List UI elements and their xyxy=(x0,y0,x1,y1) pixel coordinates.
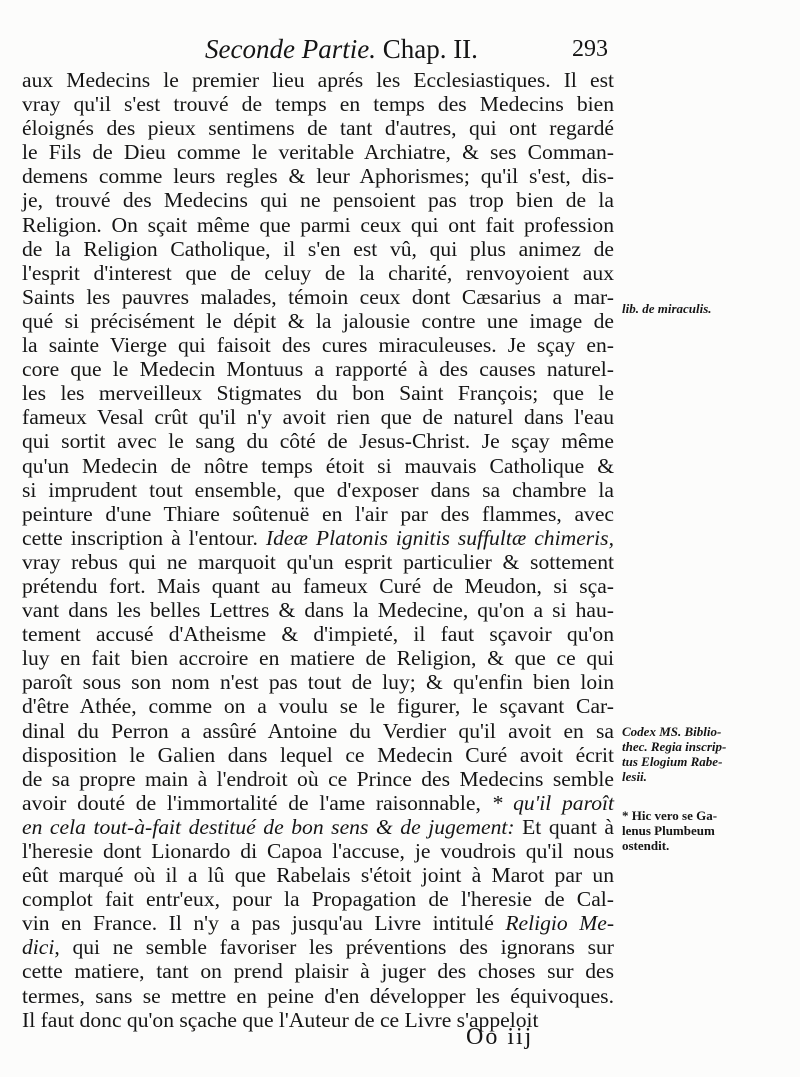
text-line: demens comme leurs regles & leur Aphorismes; qu'il s'est, dis- xyxy=(22,164,614,189)
text-line: fameux Vesal crût qu'il n'y avoit rien que de naturel dans l'eau xyxy=(22,405,614,430)
text-segment: avoir douté de l'immortalité de l'ame raisonnable, xyxy=(22,790,481,815)
text-line: disposition le Galien dans lequel ce Medecin Curé avoit écrit xyxy=(22,742,614,767)
text-line: paroît sous son nom n'est pas tout de luy; & qu'enfin bien loin xyxy=(22,670,614,695)
book-title-italic: Religio Me- xyxy=(505,911,615,936)
text-line: de la Religion Catholique, il s'en est vû, qui plus animez de xyxy=(22,236,614,261)
italic-segment: en cela tout-à-fait destitué de bon sens & de jugement: xyxy=(22,814,515,839)
text-line: qué si précisément le dépit & la jalousie contre une image de xyxy=(22,308,614,333)
text-line: luy en fait bien accroire en matiere de Religion, & que ce qui xyxy=(22,646,614,671)
text-line: les les merveilleux Stigmates du bon Saint François; que le xyxy=(22,381,614,406)
text-line: le Fils de Dieu comme le veritable Archiatre, & ses Comman- xyxy=(22,140,614,165)
page-number: 293 xyxy=(572,36,608,62)
text-line: Il faut donc qu'on sçache que l'Auteur de ce Livre s'appeloit xyxy=(22,1007,539,1032)
text-line: complot fait entr'eux, pour la Propagation de l'heresie de Cal- xyxy=(22,887,614,912)
text-line: vray rebus qui ne marquoit qu'un esprit particulier & sottement xyxy=(22,549,614,574)
text-segment: , qui ne semble favoriser les préventions des ignorans sur xyxy=(54,935,614,960)
text-line: qui sortit avec le sang du côté de Jesus-Christ. Je sçay même xyxy=(22,429,614,454)
body-text xyxy=(22,68,614,1032)
margin-note-line: * Hic vero se Ga- xyxy=(622,808,718,823)
text-segment: vin en France. Il n'y a pas jusqu'au Livre intitulé xyxy=(22,911,494,936)
text-line: core que le Medecin Montuus a rapporté à des causes naturel- xyxy=(22,357,614,382)
margin-note-line: lesii. xyxy=(622,769,647,784)
text-line: prétendu fort. Mais quant au fameux Curé de Meudon, si sça- xyxy=(22,573,614,598)
margin-note-line: ostendit. xyxy=(622,838,670,853)
text-line: Religion. On sçait même que parmi ceux qui ont fait profession xyxy=(22,212,614,237)
part-title: Seconde Partie. xyxy=(205,34,376,64)
text-segment: Et quant à xyxy=(514,814,614,839)
text-line: éloignés des pieux sentimens de tant d'autres, qui ont regardé xyxy=(22,116,614,141)
text-segment: cette inscription à l'entour. xyxy=(22,525,258,550)
chapter-label: Chap. II. xyxy=(382,34,478,64)
margin-note-miraculis: lib. de miraculis. xyxy=(622,301,712,316)
text-line: si imprudent tout ensemble, que d'exposer dans sa chambre la xyxy=(22,477,614,502)
text-line: l'heresie dont Lionardo di Capoa l'accuse, je voudrois qu'il nous xyxy=(22,839,614,863)
text-line: vray qu'il s'est trouvé de temps en temps des Medecins bien xyxy=(22,92,614,117)
margin-note-codex xyxy=(622,724,726,784)
margin-note-line: tus Elogium Rabe- xyxy=(622,754,723,769)
text-line: l'esprit d'interest que de celuy de la charité, renvoyoient aux xyxy=(22,260,614,285)
margin-note-line: lenus Plumbeum xyxy=(622,823,715,838)
text-line: dinal du Perron a assûré Antoine du Verdier qu'il avoit en sa xyxy=(22,718,614,743)
text-line-title-ref xyxy=(22,911,614,935)
text-line: vant dans les belles Lettres & dans la Medecine, qu'on a si hau- xyxy=(22,598,614,623)
running-head xyxy=(0,34,800,68)
text-line: peinture d'une Thiare soûtenuë en l'air par des flammes, avec xyxy=(22,501,614,526)
text-line: la sainte Vierge qui faisoit des cures miraculeuses. Je sçay en- xyxy=(22,333,614,358)
text-line: aux Medecins le premier lieu aprés les Ecclesiastiques. Il est xyxy=(22,68,614,92)
text-line: je, trouvé des Medecins qui ne pensoient pas trop bien de la xyxy=(22,188,614,213)
text-line: tement accusé d'Atheisme & d'impieté, il faut sçavoir qu'on xyxy=(22,622,614,647)
text-line-title-ref xyxy=(22,935,614,959)
running-head-title xyxy=(205,34,478,65)
text-line: cette matiere, tant on prend plaisir à juger des choses sur des xyxy=(22,959,614,984)
text-line: d'être Athée, comme on a voulu se le figurer, le sçavant Car- xyxy=(22,694,614,719)
signature-mark: Oo iij xyxy=(466,1024,534,1050)
italic-segment: * qu'il paroît xyxy=(491,790,614,815)
margin-note-line: Codex MS. Biblio- xyxy=(622,724,722,739)
text-line: qu'un Medecin de nôtre temps étoit si mauvais Catholique & xyxy=(22,453,614,478)
book-title-italic: dici xyxy=(22,935,55,960)
latin-inscription: Ideæ Platonis ignitis suffultæ chimeris, xyxy=(265,525,614,550)
text-line-italic xyxy=(22,815,614,839)
text-line-note-ref xyxy=(22,791,614,815)
text-line: eût marqué où il a lû que Rabelais s'étoit joint à Marot par un xyxy=(22,863,614,888)
margin-note-line: thec. Regia inscrip- xyxy=(622,739,727,754)
margin-note-galenus xyxy=(622,808,717,853)
text-line: Saints les pauvres malades, témoin ceux dont Cæsarius a mar- xyxy=(22,284,614,309)
text-line-inscription xyxy=(22,526,614,550)
text-line: termes, sans se mettre en peine d'en développer les équivoques. xyxy=(22,983,614,1008)
text-line: de sa propre main à l'endroit où ce Prince des Medecins semble xyxy=(22,766,614,791)
